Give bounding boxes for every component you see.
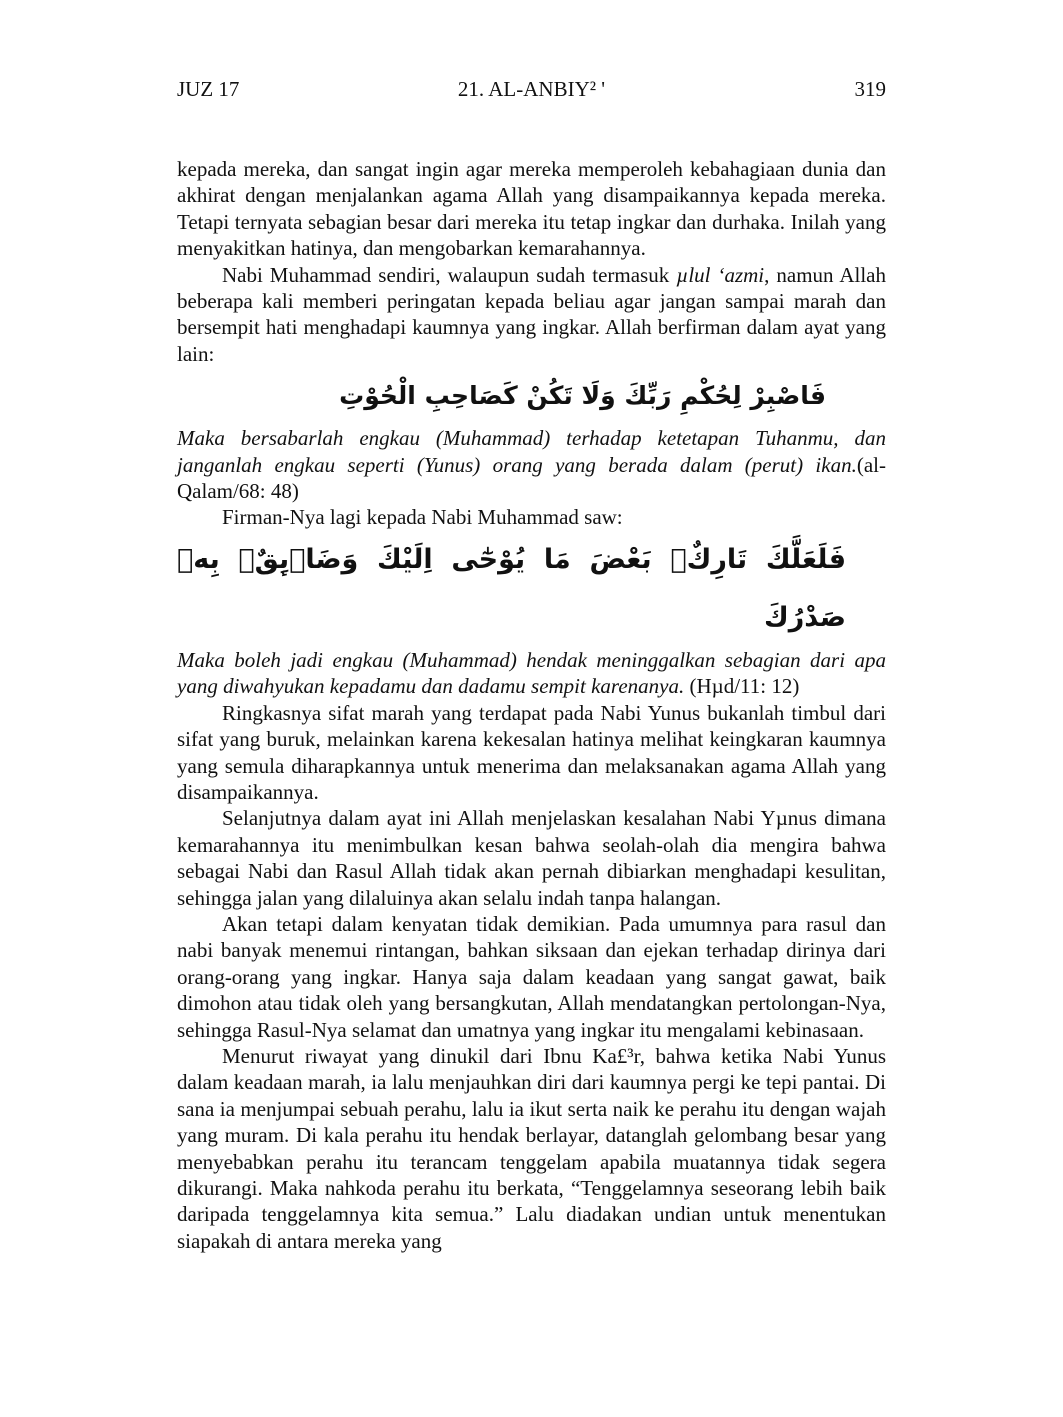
paragraph-2-text-a: Nabi Muhammad sendiri, walaupun sudah termasuk [222,262,677,287]
paragraph-3: Firman-Nya lagi kepada Nabi Muhammad saw: [222,505,623,530]
page-body [177,156,886,1254]
paragraph-6: Akan tetapi dalam kenyatan tidak demikian. Pada umumnya para rasul dan nabi banyak menemui rintangan, bahkan siksaan dan ejekan terhadap dirinya dari orang-orang yang ingkar. Hanya saja dalam keadaan yang sangat gawat, baik dimohon atau tidak oleh yang bersangkutan, Allah mendatangkan pertolongan-Nya, sehingga Rasul-Nya selamat dan umatnya yang ingkar itu mengalami kebinasaan. [177,911,886,1042]
translation-hud-text: Maka boleh jadi engkau (Muhammad) hendak meninggalkan sebagian dari apa yang diwahyukan kepadamu dan dadamu sempit karenanya. [177,647,886,699]
translation-hud [177,647,886,700]
juz-label: JUZ 17 [177,77,240,101]
paragraph-7: Menurut riwayat yang dinukil dari Ibnu Ka£³r, bahwa ketika Nabi Yunus dalam keadaan marah, ia lalu menjauhkan diri dari kaumnya pergi ke tepi pantai. Di sana ia menjumpai sebuah perahu, lalu ia ikut serta naik ke perahu itu dengan wajah yang muram. Di kala perahu itu hendak berlayar, datanglah gelombang besar yang menyebabkan perahu itu terancam tenggelam apabila muatannya tidak segera dikurangi. Maka nahkoda perahu itu berkata, “Tenggelamnya seseorang lebih baik daripada tenggelamnya kita semua.” Lalu diadakan undian untuk menentukan siapakah di antara mereka yang [177,1043,886,1253]
paragraph-2 [177,262,886,368]
arabic-verse-hud: فَلَعَلَّكَ تَارِكٌۢ بَعْضَ مَا يُوْحٰٓى اِلَيْكَ وَضَاۤىِٕقٌۢ بِهٖ صَدْرُكَ [177,543,846,633]
surah-title: 21. AL-ANBIY² ' [457,77,606,101]
page-number: 319 [854,77,886,101]
translation-qalam-text: Maka bersabarlah engkau (Muhammad) terhadap ketetapan Tuhanmu, dan janganlah engkau seperti (Yunus) orang yang berada dalam (perut) ikan. [177,426,886,477]
page-header [177,74,886,104]
reference-hud: (Hµd/11: 12) [689,674,800,699]
paragraph-2-text-b: , namun Allah beberapa kali memberi peringatan kepada beliau agar jangan sampai marah dan bersempit hati menghadapi kaumnya yang ingkar. Allah berfirman dalam ayat yang lain: [177,262,887,366]
ulul-azmi-term: µlul ‘azmi [676,262,765,287]
paragraph-4: Ringkasnya sifat marah yang terdapat pada Nabi Yunus bukanlah timbul dari sifat yang buruk, melainkan karena kekesalan hatinya melihat keingkaran kaumnya yang semula diharapkannya untuk menerima dan melaksanakan agama Allah yang disampaikannya. [177,700,886,804]
arabic-verse-qalam: فَاصْبِرْ لِحُكْمِ رَبِّكَ وَلَا تَكُنْ كَصَاحِبِ الْحُوْتِ [339,381,826,411]
translation-qalam [177,425,886,504]
paragraph-5: Selanjutnya dalam ayat ini Allah menjelaskan kesalahan Nabi Yµnus dimana kemarahannya itu menimbulkan kesan bahwa seolah-olah dia mengira bahwa sebagai Nabi dan Rasul Allah tidak akan pernah dibiarkan menghadapi kesulitan, sehingga jalan yang dilaluinya akan selalu indah tanpa halangan. [177,806,886,910]
reference-qalam: (al-Qalam/68: 48) [177,452,886,504]
paragraph-1: kepada mereka, dan sangat ingin agar mereka memperoleh kebahagiaan dunia dan akhirat dengan menjalankan agama Allah yang disampaikannya kepada mereka. Tetapi ternyata sebagian besar dari mereka itu tetap ingkar dan durhaka. Inilah yang menyakitkan hatinya, dan mengobarkan kemarahannya. [177,157,886,261]
